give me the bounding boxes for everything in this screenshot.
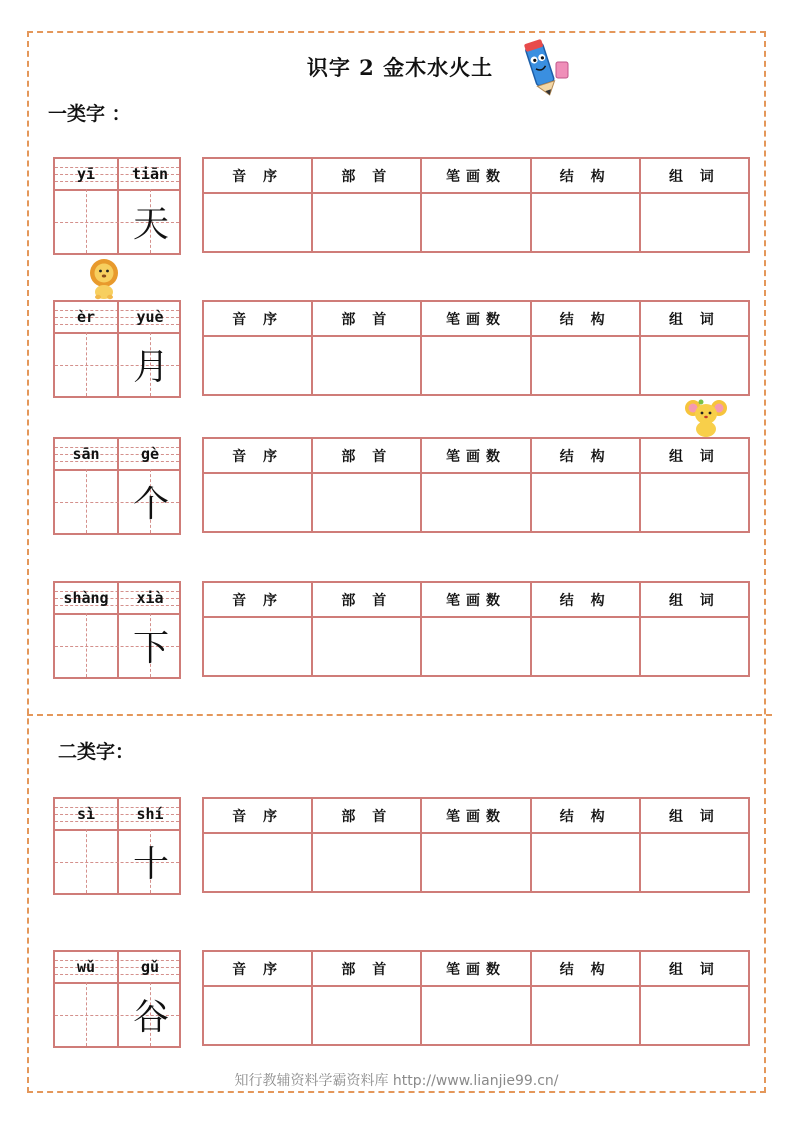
tianzige-box [53,300,181,398]
answer-cell[interactable] [312,617,421,676]
answer-cell[interactable] [421,473,530,532]
answer-cell[interactable] [421,617,530,676]
hanzi-character: 十 [132,844,169,885]
character-info-table [202,300,750,396]
header-yinxu: 音 序 [203,582,312,617]
answer-cell[interactable] [640,193,749,252]
header-bushou: 部 首 [312,438,421,473]
header-yinxu: 音 序 [203,798,312,833]
header-zuci: 组 词 [640,798,749,833]
hanzi-character: 个 [132,484,169,525]
pinyin-right: shí [136,805,164,823]
answer-cell[interactable] [421,336,530,395]
answer-cell[interactable] [531,986,640,1045]
character-info-table [202,437,750,533]
tianzige-box [53,157,181,255]
header-jiegou: 结 构 [531,798,640,833]
header-jiegou: 结 构 [531,301,640,336]
character-info-table [202,157,750,253]
pencil-mascot-icon [512,38,572,104]
pinyin-left: èr [76,308,96,326]
answer-cell[interactable] [312,193,421,252]
header-yinxu: 音 序 [203,158,312,193]
answer-cell[interactable] [640,833,749,892]
answer-cell[interactable] [312,336,421,395]
answer-cell[interactable] [312,833,421,892]
answer-cell[interactable] [312,986,421,1045]
header-bihuashu: 笔画数 [421,951,530,986]
mouse-icon [684,396,728,442]
worksheet-title: 识字 2 金木水火土 [306,55,494,80]
header-bushou: 部 首 [312,158,421,193]
header-zuci: 组 词 [640,158,749,193]
header-jiegou: 结 构 [531,582,640,617]
answer-cell[interactable] [421,193,530,252]
answer-cell[interactable] [640,473,749,532]
header-zuci: 组 词 [640,301,749,336]
answer-cell[interactable] [203,336,312,395]
answer-cell[interactable] [421,986,530,1045]
pinyin-left: wǔ [76,958,96,976]
pinyin-right: tiān [131,165,169,183]
answer-cell[interactable] [640,617,749,676]
answer-cell[interactable] [203,193,312,252]
footer-source-link[interactable]: 知行教辅资料学霸资料库 http://www.lianjie99.cn/ [234,1073,559,1089]
header-bihuashu: 笔画数 [421,582,530,617]
header-jiegou: 结 构 [531,951,640,986]
header-zuci: 组 词 [640,438,749,473]
answer-cell[interactable] [203,986,312,1045]
section-label-second-class: 二类字： [58,741,135,763]
header-yinxu: 音 序 [203,438,312,473]
header-bihuashu: 笔画数 [421,301,530,336]
character-info-table [202,581,750,677]
tianzige-box [53,950,181,1048]
pinyin-right: gè [140,445,160,463]
pinyin-right: xià [136,589,164,607]
header-bushou: 部 首 [312,951,421,986]
header-bihuashu: 笔画数 [421,798,530,833]
pinyin-left: yī [76,165,96,183]
header-bushou: 部 首 [312,582,421,617]
answer-cell[interactable] [531,336,640,395]
pinyin-left: sì [76,805,96,823]
header-jiegou: 结 构 [531,438,640,473]
header-bushou: 部 首 [312,798,421,833]
character-info-table [202,950,750,1046]
answer-cell[interactable] [203,473,312,532]
header-bihuashu: 笔画数 [421,158,530,193]
answer-cell[interactable] [531,473,640,532]
hanzi-character: 月 [132,347,169,388]
answer-cell[interactable] [421,833,530,892]
header-bihuashu: 笔画数 [421,438,530,473]
tianzige-box [53,437,181,535]
pinyin-left: sān [72,445,100,463]
pinyin-left: shàng [63,589,109,607]
pinyin-right: gǔ [140,958,160,976]
answer-cell[interactable] [203,833,312,892]
answer-cell[interactable] [203,617,312,676]
header-yinxu: 音 序 [203,951,312,986]
pinyin-right: yuè [136,308,164,326]
answer-cell[interactable] [531,617,640,676]
tianzige-box [53,797,181,895]
answer-cell[interactable] [640,336,749,395]
section-divider [27,714,772,716]
section-label-first-class: 一类字 ： [48,103,131,125]
lion-icon [86,258,122,304]
hanzi-character: 天 [132,204,169,245]
answer-cell[interactable] [640,986,749,1045]
answer-cell[interactable] [531,833,640,892]
header-yinxu: 音 序 [203,301,312,336]
header-bushou: 部 首 [312,301,421,336]
character-info-table [202,797,750,893]
header-zuci: 组 词 [640,951,749,986]
hanzi-character: 下 [132,628,169,669]
header-zuci: 组 词 [640,582,749,617]
tianzige-box [53,581,181,679]
header-jiegou: 结 构 [531,158,640,193]
answer-cell[interactable] [312,473,421,532]
hanzi-character: 谷 [132,997,169,1038]
answer-cell[interactable] [531,193,640,252]
